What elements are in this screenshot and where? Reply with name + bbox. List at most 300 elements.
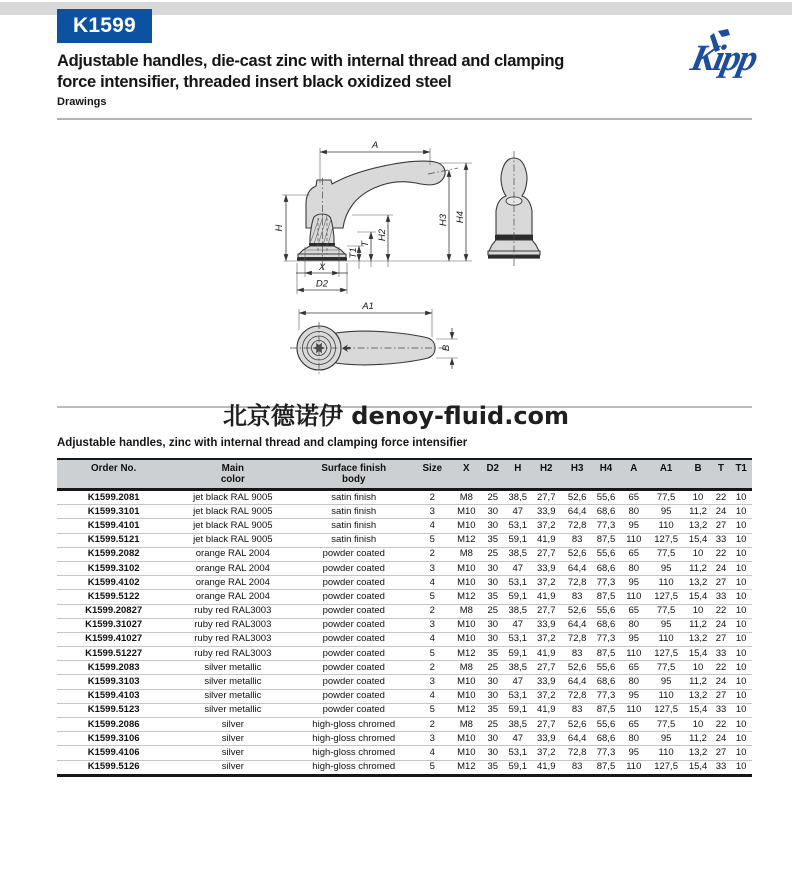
table-cell: 27,7 (530, 490, 562, 505)
table-cell: satin finish (295, 519, 412, 533)
kipp-logo (684, 28, 776, 86)
table-row (57, 519, 752, 533)
table-cell: 77,3 (592, 519, 620, 533)
table-cell: 37,2 (530, 689, 562, 703)
table-cell: M12 (452, 703, 480, 717)
table-cell: 30 (480, 632, 505, 646)
table-cell: 68,6 (592, 675, 620, 689)
table-cell: 72,8 (562, 632, 592, 646)
table-cell: 38,5 (505, 490, 530, 505)
table-cell: 68,6 (592, 732, 620, 746)
order-no-cell: K1599.3102 (57, 561, 170, 575)
order-no-cell: K1599.4106 (57, 746, 170, 760)
table-cell: powder coated (295, 632, 412, 646)
table-cell: 38,5 (505, 718, 530, 732)
table-cell: 24 (712, 732, 731, 746)
table-cell: 47 (505, 618, 530, 632)
header-divider (57, 118, 752, 120)
table-cell: 53,1 (505, 519, 530, 533)
table-cell: 65 (620, 490, 648, 505)
table-cell: 10 (730, 561, 752, 575)
table-cell: 59,1 (505, 760, 530, 775)
table-cell: silver (170, 746, 295, 760)
table-cell: M8 (452, 604, 480, 618)
table-cell: 80 (620, 505, 648, 519)
product-code-badge (57, 9, 152, 43)
order-no-cell: K1599.2082 (57, 547, 170, 561)
table-cell: 10 (730, 576, 752, 590)
table-cell: M10 (452, 561, 480, 575)
order-no-cell: K1599.3106 (57, 732, 170, 746)
table-cell: 10 (730, 760, 752, 775)
table-cell: 30 (480, 732, 505, 746)
table-cell: 72,8 (562, 576, 592, 590)
table-cell: 127,5 (648, 647, 685, 661)
spec-table (57, 458, 752, 777)
table-cell: 3 (412, 505, 452, 519)
table-row (57, 675, 752, 689)
table-cell: 65 (620, 718, 648, 732)
spec-table-body (57, 490, 752, 776)
order-no-cell: K1599.41027 (57, 632, 170, 646)
table-cell: 10 (685, 604, 712, 618)
table-cell: 27 (712, 689, 731, 703)
table-cell: 87,5 (592, 533, 620, 547)
table-cell: jet black RAL 9005 (170, 505, 295, 519)
dim-label-D2: D2 (315, 278, 329, 290)
table-cell: powder coated (295, 689, 412, 703)
table-cell: 33,9 (530, 505, 562, 519)
table-cell: 35 (480, 533, 505, 547)
column-header: T (712, 459, 731, 490)
column-header: Surface finish body (295, 459, 412, 490)
table-cell: 95 (648, 618, 685, 632)
table-cell: jet black RAL 9005 (170, 533, 295, 547)
top-view-drawing (290, 301, 458, 375)
table-cell: 37,2 (530, 576, 562, 590)
table-cell: 35 (480, 647, 505, 661)
table-row (57, 590, 752, 604)
table-cell: 95 (648, 675, 685, 689)
table-cell: ruby red RAL3003 (170, 618, 295, 632)
table-cell: 15,4 (685, 703, 712, 717)
table-cell: 10 (730, 604, 752, 618)
table-cell: 41,9 (530, 703, 562, 717)
table-caption: Adjustable handles, zinc with internal thread and clamping force intensifier (57, 437, 468, 449)
table-cell: 5 (412, 647, 452, 661)
table-cell: 80 (620, 561, 648, 575)
table-cell: M8 (452, 661, 480, 675)
table-cell: ruby red RAL3003 (170, 647, 295, 661)
table-cell: 10 (685, 661, 712, 675)
table-cell: powder coated (295, 604, 412, 618)
column-header: H (505, 459, 530, 490)
table-cell: 11,2 (685, 618, 712, 632)
watermark-text: 北京德诺伊 denoy-fluid.com (222, 402, 570, 430)
table-cell: 33 (712, 590, 731, 604)
table-cell: 13,2 (685, 519, 712, 533)
table-cell: M10 (452, 746, 480, 760)
table-cell: 30 (480, 561, 505, 575)
table-cell: 2 (412, 718, 452, 732)
table-cell: powder coated (295, 647, 412, 661)
table-cell: 2 (412, 604, 452, 618)
table-cell: M10 (452, 618, 480, 632)
dim-label-H2: H2 (377, 228, 388, 242)
table-cell: 10 (730, 533, 752, 547)
table-row (57, 732, 752, 746)
table-cell: 95 (648, 505, 685, 519)
table-row (57, 576, 752, 590)
table-cell: 55,6 (592, 718, 620, 732)
table-cell: 10 (730, 519, 752, 533)
table-cell: 10 (730, 590, 752, 604)
table-cell: 10 (730, 632, 752, 646)
table-cell: 30 (480, 505, 505, 519)
table-cell: 95 (620, 632, 648, 646)
table-cell: 95 (648, 561, 685, 575)
table-row (57, 547, 752, 561)
table-cell: 10 (685, 718, 712, 732)
table-cell: 38,5 (505, 661, 530, 675)
order-no-cell: K1599.4103 (57, 689, 170, 703)
table-cell: high-gloss chromed (295, 760, 412, 775)
table-cell: 110 (648, 746, 685, 760)
table-cell: 33,9 (530, 732, 562, 746)
table-cell: 59,1 (505, 647, 530, 661)
table-cell: 38,5 (505, 604, 530, 618)
table-cell: 77,5 (648, 661, 685, 675)
order-no-cell: K1599.5122 (57, 590, 170, 604)
table-cell: 33,9 (530, 561, 562, 575)
table-cell: powder coated (295, 561, 412, 575)
table-cell: 47 (505, 675, 530, 689)
table-cell: 22 (712, 718, 731, 732)
table-cell: silver (170, 718, 295, 732)
kipp-logo-text: Kipp (687, 38, 760, 79)
table-cell: 22 (712, 604, 731, 618)
table-row (57, 618, 752, 632)
table-cell: silver (170, 760, 295, 775)
table-cell: 110 (620, 760, 648, 775)
table-cell: 30 (480, 746, 505, 760)
table-cell: 2 (412, 661, 452, 675)
table-cell: 110 (648, 689, 685, 703)
table-cell: M10 (452, 675, 480, 689)
table-cell: ruby red RAL3003 (170, 632, 295, 646)
table-row (57, 647, 752, 661)
table-cell: 27,7 (530, 661, 562, 675)
table-cell: 95 (620, 519, 648, 533)
dim-label-T1: T1 (348, 247, 359, 259)
table-cell: 25 (480, 661, 505, 675)
table-cell: 15,4 (685, 647, 712, 661)
table-cell: 2 (412, 490, 452, 505)
dim-label-H: H (274, 224, 285, 232)
table-cell: 22 (712, 661, 731, 675)
table-cell: 110 (620, 647, 648, 661)
table-cell: 37,2 (530, 632, 562, 646)
table-cell: 33,9 (530, 618, 562, 632)
table-cell: 83 (562, 760, 592, 775)
table-cell: 33 (712, 703, 731, 717)
table-cell: 11,2 (685, 505, 712, 519)
table-cell: 80 (620, 618, 648, 632)
order-no-cell: K1599.4101 (57, 519, 170, 533)
table-cell: powder coated (295, 576, 412, 590)
table-cell: 37,2 (530, 519, 562, 533)
table-cell: 10 (730, 490, 752, 505)
table-cell: 38,5 (505, 547, 530, 561)
table-cell: M10 (452, 632, 480, 646)
table-cell: 83 (562, 647, 592, 661)
table-cell: M8 (452, 547, 480, 561)
table-cell: 10 (730, 547, 752, 561)
dim-label-T: T (360, 241, 371, 247)
table-cell: 10 (730, 718, 752, 732)
dim-label-A1: A1 (362, 301, 374, 312)
table-cell: 15,4 (685, 590, 712, 604)
table-cell: 24 (712, 675, 731, 689)
order-no-cell: K1599.5126 (57, 760, 170, 775)
table-cell: 24 (712, 618, 731, 632)
table-cell: high-gloss chromed (295, 718, 412, 732)
table-cell: 83 (562, 590, 592, 604)
table-cell: jet black RAL 9005 (170, 490, 295, 505)
table-cell: 52,6 (562, 604, 592, 618)
table-cell: 83 (562, 703, 592, 717)
table-cell: M12 (452, 760, 480, 775)
product-code: K1599 (73, 14, 136, 37)
table-cell: 77,5 (648, 490, 685, 505)
table-cell: 64,4 (562, 732, 592, 746)
table-cell: 64,4 (562, 675, 592, 689)
table-cell: M10 (452, 576, 480, 590)
table-cell: 10 (730, 505, 752, 519)
table-cell: 110 (620, 703, 648, 717)
table-cell: 127,5 (648, 590, 685, 604)
table-cell: 3 (412, 732, 452, 746)
table-cell: 35 (480, 760, 505, 775)
order-no-cell: K1599.3103 (57, 675, 170, 689)
table-cell: 27 (712, 576, 731, 590)
table-cell: M12 (452, 647, 480, 661)
table-cell: 52,6 (562, 490, 592, 505)
table-cell: 77,5 (648, 718, 685, 732)
table-cell: 37,2 (530, 746, 562, 760)
side-view-drawing (274, 140, 472, 294)
table-cell: 65 (620, 661, 648, 675)
table-cell: 41,9 (530, 533, 562, 547)
table-row (57, 661, 752, 675)
table-cell: jet black RAL 9005 (170, 519, 295, 533)
table-cell: 77,3 (592, 576, 620, 590)
table-cell: 77,3 (592, 689, 620, 703)
table-cell: 95 (620, 576, 648, 590)
column-header: D2 (480, 459, 505, 490)
table-cell: 27 (712, 632, 731, 646)
table-cell: 4 (412, 519, 452, 533)
technical-drawings (0, 125, 792, 397)
table-cell: M10 (452, 732, 480, 746)
table-cell: powder coated (295, 703, 412, 717)
table-cell: 3 (412, 675, 452, 689)
table-cell: 47 (505, 561, 530, 575)
table-row (57, 760, 752, 775)
table-cell: 27,7 (530, 604, 562, 618)
order-no-cell: K1599.51227 (57, 647, 170, 661)
column-header: Size (412, 459, 452, 490)
table-cell: 127,5 (648, 533, 685, 547)
column-header: T1 (730, 459, 752, 490)
table-cell: 33 (712, 760, 731, 775)
table-cell: 15,4 (685, 760, 712, 775)
table-cell: high-gloss chromed (295, 732, 412, 746)
order-no-cell: K1599.20827 (57, 604, 170, 618)
table-cell: 11,2 (685, 675, 712, 689)
table-cell: 72,8 (562, 689, 592, 703)
dim-label-B: B (441, 344, 452, 352)
table-cell: 80 (620, 675, 648, 689)
table-cell: orange RAL 2004 (170, 590, 295, 604)
table-cell: 41,9 (530, 590, 562, 604)
table-row (57, 490, 752, 505)
table-cell: silver metallic (170, 675, 295, 689)
table-cell: 55,6 (592, 661, 620, 675)
table-cell: high-gloss chromed (295, 746, 412, 760)
table-cell: silver metallic (170, 661, 295, 675)
dim-label-X: X (318, 262, 326, 273)
table-cell: satin finish (295, 533, 412, 547)
table-cell: 65 (620, 604, 648, 618)
table-row (57, 689, 752, 703)
table-cell: 10 (730, 661, 752, 675)
spec-table-wrap (57, 458, 752, 777)
table-cell: 10 (730, 689, 752, 703)
table-cell: 30 (480, 689, 505, 703)
table-cell: 11,2 (685, 561, 712, 575)
dim-label-H3: H3 (438, 213, 449, 227)
page-title (57, 51, 657, 93)
table-cell: 25 (480, 490, 505, 505)
order-no-cell: K1599.5123 (57, 703, 170, 717)
spec-table-head (57, 459, 752, 490)
order-no-cell: K1599.3101 (57, 505, 170, 519)
dim-label-H4: H4 (455, 210, 466, 224)
table-cell: silver (170, 732, 295, 746)
table-cell: 13,2 (685, 576, 712, 590)
table-cell: 55,6 (592, 547, 620, 561)
table-cell: 10 (685, 547, 712, 561)
table-cell: 55,6 (592, 604, 620, 618)
table-cell: 65 (620, 547, 648, 561)
table-cell: 64,4 (562, 618, 592, 632)
table-cell: silver metallic (170, 703, 295, 717)
table-cell: powder coated (295, 547, 412, 561)
front-view-drawing (488, 151, 540, 268)
order-no-cell: K1599.2083 (57, 661, 170, 675)
column-header: B (685, 459, 712, 490)
table-cell: 25 (480, 604, 505, 618)
page-title-line1: Adjustable handles, die-cast zinc with internal thread and clamping (57, 52, 565, 70)
column-header: H3 (562, 459, 592, 490)
table-cell: 24 (712, 505, 731, 519)
table-cell: 41,9 (530, 647, 562, 661)
table-cell: 3 (412, 561, 452, 575)
table-cell: 53,1 (505, 689, 530, 703)
table-cell: 52,6 (562, 661, 592, 675)
table-cell: 3 (412, 618, 452, 632)
table-cell: 53,1 (505, 576, 530, 590)
table-cell: silver metallic (170, 689, 295, 703)
table-cell: 10 (685, 490, 712, 505)
table-cell: 72,8 (562, 519, 592, 533)
table-cell: 5 (412, 533, 452, 547)
table-cell: 127,5 (648, 703, 685, 717)
table-cell: 53,1 (505, 632, 530, 646)
table-cell: 33 (712, 647, 731, 661)
table-cell: 30 (480, 519, 505, 533)
table-cell: 127,5 (648, 760, 685, 775)
table-cell: 30 (480, 576, 505, 590)
table-cell: 95 (648, 732, 685, 746)
table-row (57, 718, 752, 732)
table-cell: 10 (730, 618, 752, 632)
table-cell: 59,1 (505, 590, 530, 604)
table-cell: satin finish (295, 505, 412, 519)
table-cell: 52,6 (562, 718, 592, 732)
table-cell: 68,6 (592, 505, 620, 519)
table-cell: 59,1 (505, 703, 530, 717)
order-no-cell: K1599.31027 (57, 618, 170, 632)
table-cell: 52,6 (562, 547, 592, 561)
table-cell: 87,5 (592, 590, 620, 604)
dim-label-A: A (371, 140, 379, 151)
table-cell: M12 (452, 533, 480, 547)
table-cell: 4 (412, 689, 452, 703)
table-cell: 24 (712, 561, 731, 575)
table-cell: 25 (480, 547, 505, 561)
table-cell: 77,5 (648, 547, 685, 561)
table-cell: 27 (712, 746, 731, 760)
table-cell: 95 (620, 746, 648, 760)
table-row (57, 505, 752, 519)
table-cell: 68,6 (592, 618, 620, 632)
order-no-cell: K1599.2081 (57, 490, 170, 505)
column-header: Main color (170, 459, 295, 490)
table-cell: 64,4 (562, 505, 592, 519)
table-cell: 47 (505, 505, 530, 519)
table-cell: 2 (412, 547, 452, 561)
table-cell: M10 (452, 519, 480, 533)
header-row (57, 459, 752, 490)
table-cell: 33,9 (530, 675, 562, 689)
table-cell: 30 (480, 675, 505, 689)
table-cell: 10 (730, 675, 752, 689)
table-cell: M8 (452, 490, 480, 505)
table-cell: 72,8 (562, 746, 592, 760)
table-cell: 80 (620, 732, 648, 746)
table-cell: 25 (480, 718, 505, 732)
table-cell: satin finish (295, 490, 412, 505)
table-cell: 77,3 (592, 746, 620, 760)
table-row (57, 703, 752, 717)
table-cell: 87,5 (592, 703, 620, 717)
column-header: H2 (530, 459, 562, 490)
table-cell: 87,5 (592, 647, 620, 661)
table-cell: 110 (648, 632, 685, 646)
table-cell: 27 (712, 519, 731, 533)
